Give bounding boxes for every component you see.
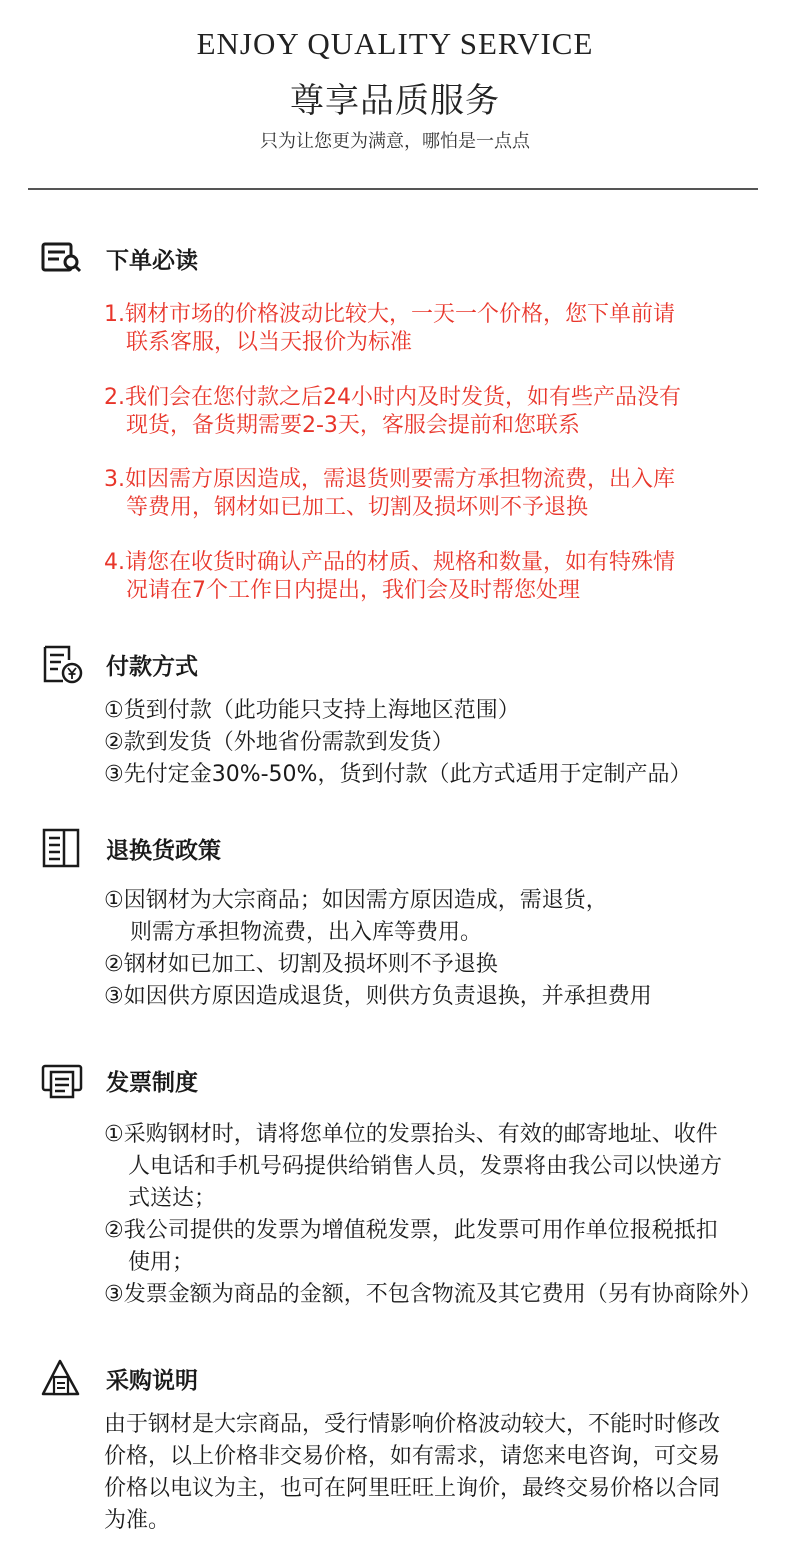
section-title: 采购说明	[106, 1367, 198, 1394]
returns-item-2: ②钢材如已加工、切割及损坏则不予退换	[104, 952, 498, 977]
invoice-item-3: ③发票金额为商品的金额，不包含物流及其它费用（另有协商除外）	[104, 1282, 762, 1307]
notice-item-4-line-1: 4.请您在收货时确认产品的材质、规格和数量，如有特殊情	[104, 550, 675, 575]
returns-item-3: ③如因供方原因造成退货，则供方负责退换，并承担费用	[104, 984, 652, 1009]
section-title: 退换货政策	[106, 837, 221, 864]
section-order-notice-header	[40, 238, 198, 278]
invoice-item-2: ②我公司提供的发票为增值税发票，此发票可用作单位报税抵扣	[104, 1218, 718, 1243]
section-title: 发票制度	[106, 1069, 198, 1096]
warning-document-icon	[40, 1358, 84, 1398]
section-title: 下单必读	[106, 247, 198, 274]
chinese-title: 尊享品质服务	[290, 81, 500, 121]
section-returns-header	[40, 828, 221, 868]
section-title: 付款方式	[106, 653, 198, 680]
notice-item-2-line-2: 现货，备货期需要2-3天，客服会提前和您联系	[126, 413, 580, 438]
invoice-item-1-cont-1: 人电话和手机号码提供给销售人员，发票将由我公司以快递方	[128, 1154, 723, 1179]
notice-item-3-line-2: 等费用，钢材如已加工、切割及损坏则不予退换	[126, 495, 589, 520]
purchase-line-1: 由于钢材是大宗商品，受行情影响价格波动较大，不能时时修改	[104, 1412, 721, 1437]
notice-item-2-line-1: 2.我们会在您付款之后24小时内及时发货，如有些产品没有	[104, 385, 681, 410]
purchase-line-3: 价格以电议为主，也可在阿里旺旺上询价，最终交易价格以合同	[104, 1476, 721, 1501]
payment-item-1: ①货到付款（此功能只支持上海地区范围）	[104, 698, 520, 723]
yen-document-icon	[40, 644, 84, 684]
invoice-item-1: ①采购钢材时，请将您单位的发票抬头、有效的邮寄地址、收件	[104, 1122, 718, 1147]
header-divider	[28, 188, 758, 190]
payment-item-3: ③先付定金30%-50%，货到付款（此方式适用于定制产品）	[104, 762, 692, 787]
returns-item-1-cont: 则需方承担物流费，出入库等费用。	[130, 920, 483, 945]
returns-item-1: ①因钢材为大宗商品；如因需方原因造成，需退货，	[104, 888, 608, 913]
notice-item-4-line-2: 况请在7个工作日内提出，我们会及时帮您处理	[126, 578, 580, 603]
notice-item-1-line-1: 1.钢材市场的价格波动比较大，一天一个价格，您下单前请	[104, 302, 675, 327]
invoice-icon	[40, 1060, 84, 1100]
notice-item-3-line-1: 3.如因需方原因造成，需退货则要需方承担物流费，出入库	[104, 467, 675, 492]
section-purchase-header	[40, 1358, 198, 1398]
list-document-icon	[40, 828, 84, 868]
purchase-line-4: 为准。	[104, 1508, 171, 1533]
purchase-line-2: 价格，以上价格非交易价格，如有需求，请您来电咨询，可交易	[104, 1444, 721, 1469]
subtitle: 只为让您更为满意，哪怕是一点点	[260, 131, 530, 152]
section-invoice-header	[40, 1060, 198, 1100]
section-payment-header	[40, 644, 198, 684]
notice-item-1-line-2: 联系客服，以当天报价为标准	[126, 330, 413, 355]
payment-item-2: ②款到发货（外地省份需款到发货）	[104, 730, 454, 755]
search-document-icon	[40, 238, 84, 278]
invoice-item-2-cont: 使用；	[128, 1250, 195, 1275]
english-title: ENJOY QUALITY SERVICE	[196, 26, 594, 61]
invoice-item-1-cont-2: 式送达；	[128, 1186, 217, 1211]
